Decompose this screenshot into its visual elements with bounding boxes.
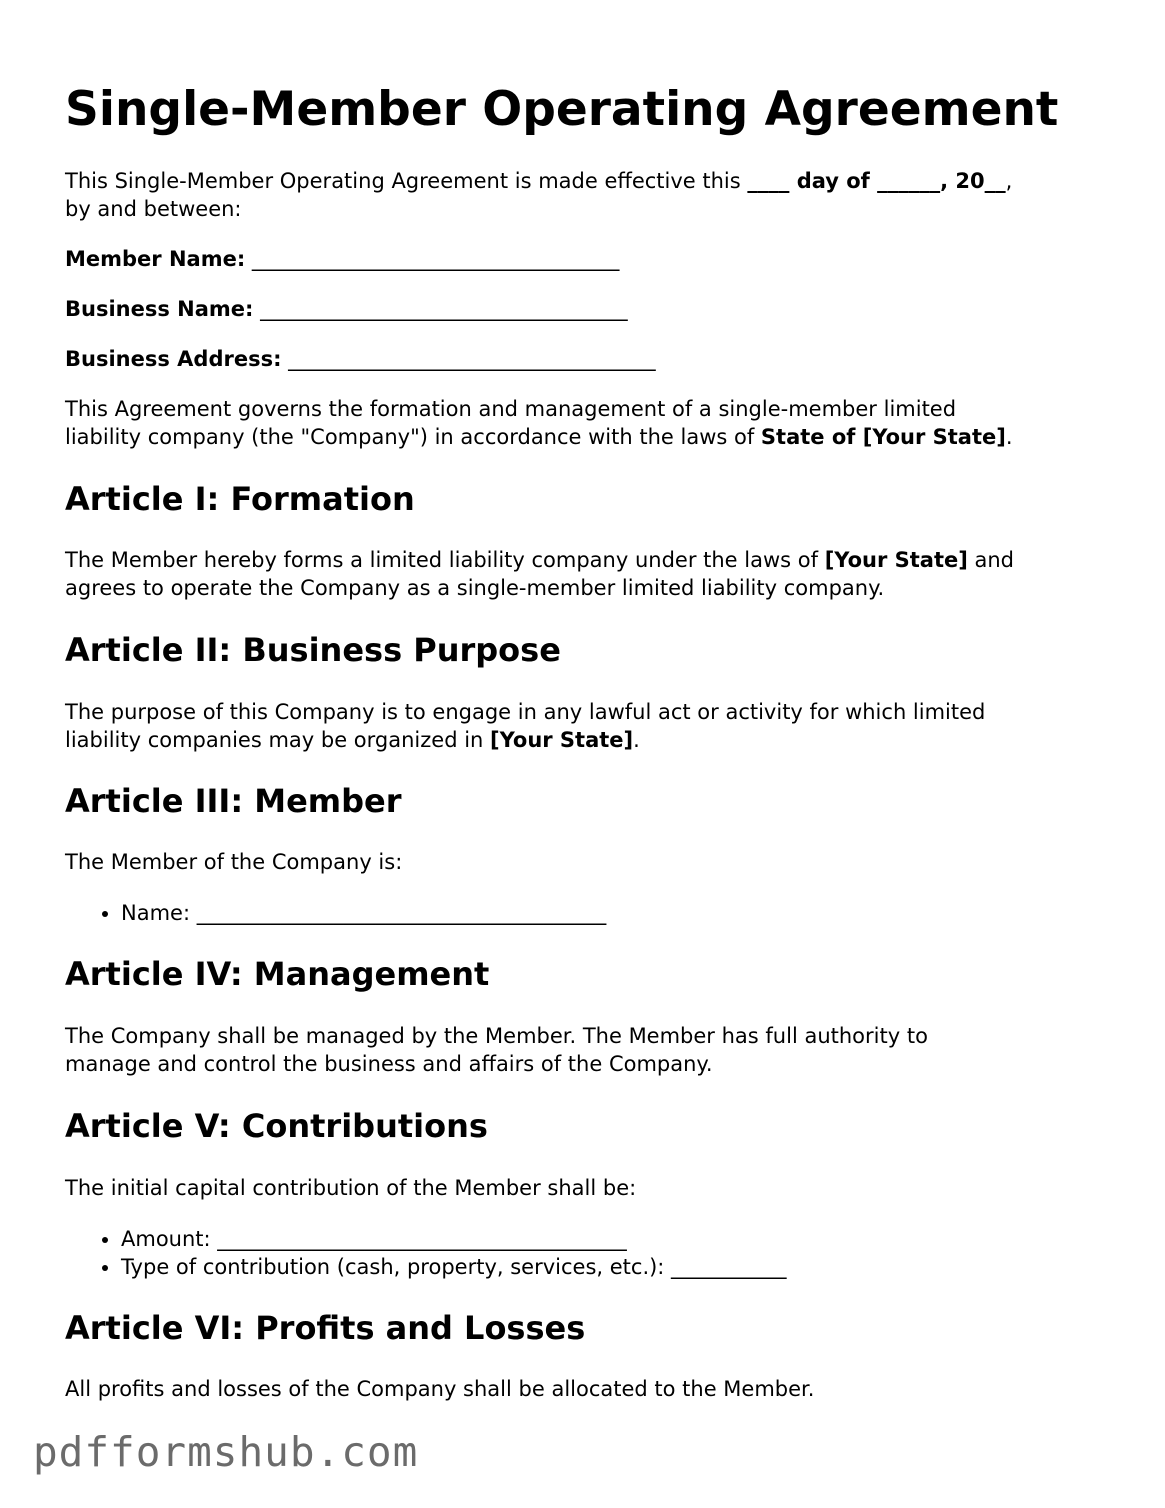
article-1-text-end: and <box>967 548 1015 572</box>
intro-text-end: , <box>1005 169 1013 193</box>
article-1-line-1 <box>65 547 1125 575</box>
intro-text: This Single-Member Operating Agreement is made effective this <box>65 169 748 193</box>
member-name-label: Member Name: <box>65 247 246 271</box>
effective-date-blank: ____ day of ______, 20__ <box>747 169 1006 193</box>
article-6-heading: Article VI: Profits and Losses <box>65 1309 586 1347</box>
governs-line-2 <box>65 424 1125 452</box>
governs-state: State of [Your State] <box>760 425 1006 449</box>
member-name-blank: ___________________________________ <box>245 247 620 271</box>
article-6-text: All profits and losses of the Company shall be allocated to the Member. <box>65 1377 815 1401</box>
business-address-field <box>65 346 1125 374</box>
business-name-label: Business Name: <box>65 297 254 321</box>
article-4-line-2: manage and control the business and affairs of the Company. <box>65 1052 713 1076</box>
article-4-heading: Article IV: Management <box>65 955 490 993</box>
governs-text: liability company (the "Company") in accordance with the laws of <box>65 425 761 449</box>
article-2-line-1: The purpose of this Company is to engage in any lawful act or activity for which limited <box>65 700 986 724</box>
article-1-heading: Article I: Formation <box>65 480 415 518</box>
article-2-text-end: . <box>633 728 640 752</box>
article-5-text: The initial capital contribution of the Member shall be: <box>65 1176 637 1200</box>
article-2-state: [Your State] <box>490 728 634 752</box>
article-3-heading: Article III: Member <box>65 782 402 820</box>
article-5-list <box>65 1225 787 1281</box>
article-1-line-2: agrees to operate the Company as a single-member limited liability company. <box>65 576 885 600</box>
business-name-blank: ___________________________________ <box>253 297 628 321</box>
contribution-type-item: • Type of contribution (cash, property, services, etc.): ___________ <box>121 1253 787 1281</box>
governs-line-1: This Agreement governs the formation and management of a single-member limited <box>65 397 957 421</box>
article-3-text: The Member of the Company is: <box>65 850 403 874</box>
watermark: pdfformshub.com <box>33 1428 419 1476</box>
article-5-heading: Article V: Contributions <box>65 1107 488 1145</box>
intro-line-2: by and between: <box>65 197 242 221</box>
business-address-label: Business Address: <box>65 347 282 371</box>
business-address-blank: ___________________________________ <box>281 347 656 371</box>
business-name-field <box>65 296 1125 324</box>
article-1-state: [Your State] <box>824 548 968 572</box>
governs-text-end: . <box>1005 425 1013 449</box>
article-2-heading: Article II: Business Purpose <box>65 631 561 669</box>
article-3-list <box>65 899 606 927</box>
amount-item: • Amount: _______________________________________ <box>121 1225 787 1253</box>
member-name-field <box>65 246 1125 274</box>
article-2-text: liability companies may be organized in <box>65 728 491 752</box>
article-1-text: The Member hereby forms a limited liability company under the laws of <box>65 548 825 572</box>
document-title: Single-Member Operating Agreement <box>65 82 1059 137</box>
article-4-line-1: The Company shall be managed by the Member. The Member has full authority to <box>65 1024 928 1048</box>
intro-paragraph <box>65 168 1125 196</box>
article-2-line-2 <box>65 727 1125 755</box>
member-name-item: • Name: _______________________________________ <box>121 899 606 927</box>
